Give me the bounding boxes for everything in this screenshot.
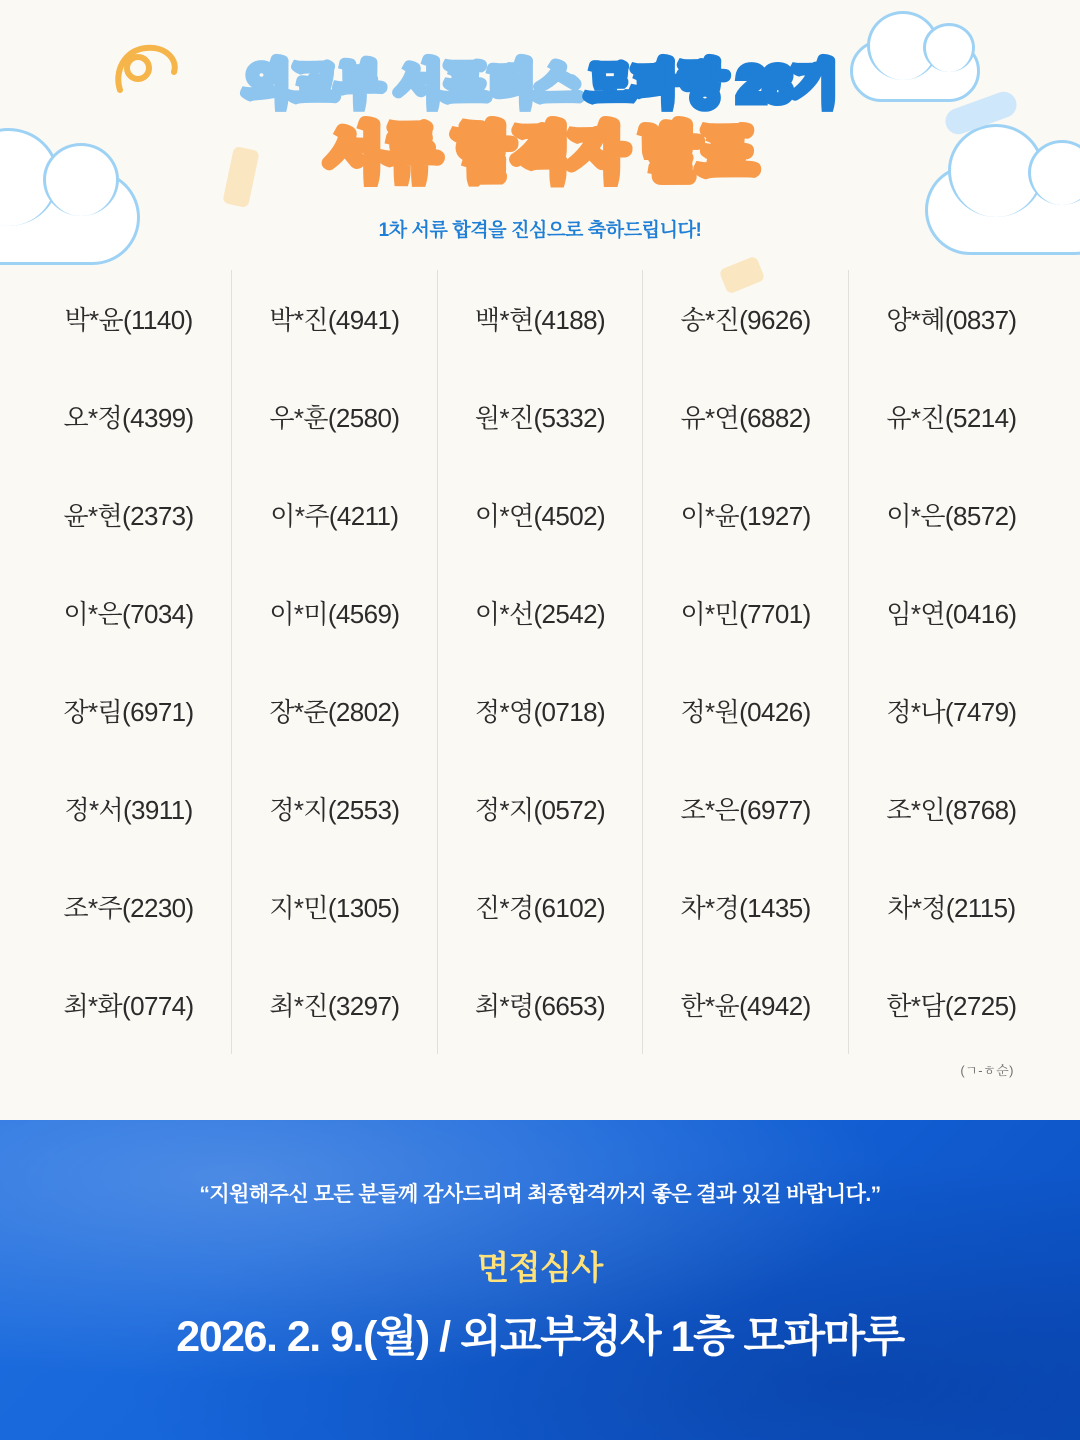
name-cell: 유*진(5214)	[886, 403, 1017, 434]
name-cell: 최*진(3297)	[232, 956, 438, 1054]
page-title-line2: 서류 합격자 발표	[324, 119, 756, 187]
title-part-supporters: 외교부 서포터스	[243, 58, 581, 112]
name-cell: 이*윤(1927)	[643, 466, 849, 564]
title-part-cohort: 모파랑 28기	[586, 58, 837, 112]
name-cell: 진*경(6102)	[437, 858, 643, 956]
sort-order-note: (ㄱ-ㅎ순)	[960, 1062, 1014, 1078]
name-cell: 조*은(6977)	[643, 760, 849, 858]
footer-banner	[0, 1120, 1080, 1440]
name-cell: 정*영(0718)	[437, 662, 643, 760]
page-subtitle: 1차 서류 합격을 진심으로 축하드립니다!	[378, 219, 702, 241]
name-cell: 차*경(1435)	[643, 858, 849, 956]
name-cell: 한*윤(4942)	[643, 956, 849, 1054]
name-cell: 정*지(0572)	[437, 760, 643, 858]
name-cell: 장*림(6971)	[26, 662, 232, 760]
footer-interview-date: 2026. 2. 9.(월) / 외교부청사 1층 모파마루	[176, 1313, 904, 1361]
name-cell: 양*혜(0837)	[886, 305, 1017, 336]
name-cell: 장*준(2802)	[232, 662, 438, 760]
name-cell: 조*인(8768)	[886, 795, 1017, 826]
name-cell: 정*나(7479)	[886, 697, 1017, 728]
name-cell: 유*연(6882)	[643, 368, 849, 466]
table-row	[26, 760, 1054, 858]
names-table	[26, 270, 1054, 1054]
name-cell: 임*연(0416)	[886, 599, 1017, 630]
name-cell: 윤*현(2373)	[26, 466, 232, 564]
table-row	[26, 270, 1054, 368]
name-cell: 박*윤(1140)	[26, 270, 232, 368]
name-cell: 차*정(2115)	[887, 893, 1016, 924]
names-section	[0, 270, 1080, 1079]
table-row	[26, 368, 1054, 466]
footer-interview-label: 면접심사	[477, 1249, 603, 1286]
table-row	[26, 858, 1054, 956]
name-cell: 이*주(4211)	[232, 466, 438, 564]
name-cell: 이*선(2542)	[437, 564, 643, 662]
name-cell: 오*정(4399)	[26, 368, 232, 466]
name-cell: 한*담(2725)	[886, 991, 1017, 1022]
name-cell: 정*지(2553)	[232, 760, 438, 858]
page-title-line1	[0, 58, 1080, 113]
table-row	[26, 662, 1054, 760]
name-cell: 이*민(7701)	[643, 564, 849, 662]
table-row	[26, 956, 1054, 1054]
footer-quote: “지원해주신 모든 분들께 감사드리며 최종합격까지 좋은 결과 있길 바랍니다.”	[199, 1183, 881, 1206]
name-cell: 최*령(6653)	[437, 956, 643, 1054]
table-row	[26, 466, 1054, 564]
name-cell: 정*서(3911)	[26, 760, 232, 858]
name-cell: 이*은(8572)	[886, 501, 1017, 532]
name-cell: 이*연(4502)	[437, 466, 643, 564]
page-header	[0, 0, 1080, 242]
name-cell: 원*진(5332)	[437, 368, 643, 466]
name-cell: 우*훈(2580)	[232, 368, 438, 466]
name-cell: 박*진(4941)	[232, 270, 438, 368]
name-cell: 지*민(1305)	[232, 858, 438, 956]
name-cell: 이*미(4569)	[232, 564, 438, 662]
name-cell: 정*원(0426)	[643, 662, 849, 760]
table-row	[26, 564, 1054, 662]
name-cell: 최*화(0774)	[26, 956, 232, 1054]
name-cell: 백*현(4188)	[437, 270, 643, 368]
name-cell: 송*진(9626)	[643, 270, 849, 368]
name-cell: 조*주(2230)	[26, 858, 232, 956]
name-cell: 이*은(7034)	[26, 564, 232, 662]
